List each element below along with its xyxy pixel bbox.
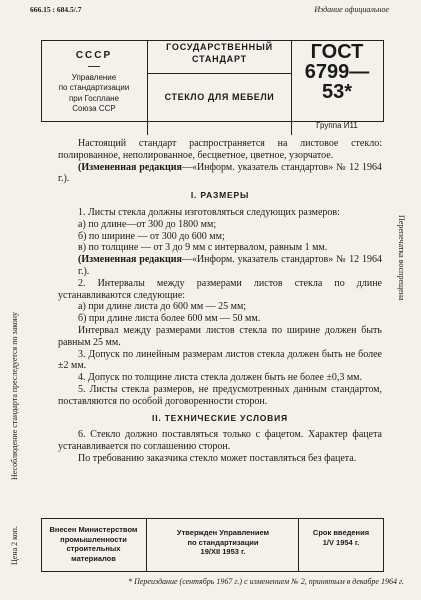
standard-heading-line2: СТАНДАРТ bbox=[192, 54, 247, 64]
admin-line: по стандартизации bbox=[58, 83, 130, 93]
submitted-line: промышленности bbox=[60, 534, 127, 544]
amendment-text: —«Информ. указатель стандартов» № 12 1964 г.). bbox=[78, 254, 383, 277]
reissue-footnote: * Переиздание (сентябрь 1967 г.) с изменением № 2, принятым в декабре 1964 г. bbox=[128, 577, 404, 586]
submitted-line: материалов bbox=[71, 553, 116, 563]
effective-line: Срок введения bbox=[312, 528, 370, 537]
submitted-line: строительных bbox=[66, 544, 121, 554]
document-body bbox=[58, 138, 382, 465]
clause-3: 3. Допуск по линейным размерам листов стекла должен быть не более ±2 мм. bbox=[58, 348, 382, 372]
legal-notice-vertical bbox=[5, 180, 19, 480]
approved-by bbox=[148, 528, 298, 557]
amendment-label: (Измененная редакция bbox=[78, 161, 182, 173]
clause-2-width-interval: Интервал между размерами листов стекла по ширине должен быть равным 25 мм. bbox=[58, 324, 382, 348]
legal-notice-text: Несоблюдение стандарта преследуется по закону bbox=[10, 312, 19, 480]
clause-5: 5. Листы стекла размеров, не предусмотренных данным стандартом, поставляются по особой договоренности сторон. bbox=[58, 383, 382, 407]
clause-2a: а) при длине листа до 600 мм — 25 мм; bbox=[78, 301, 247, 313]
clause-4: 4. Допуск по толщине листа стекла должен быть не более ±0,3 мм. bbox=[78, 372, 363, 384]
intro-paragraph: Настоящий стандарт распространяется на листовое стекло: полированное, неполированное, бесцветное, цветное, узорчатое. bbox=[58, 138, 382, 161]
clause-1c: в) по толщине — от 3 до 9 мм с интервалом, равным 1 мм. bbox=[78, 242, 328, 254]
approved-line: по стандартизации bbox=[187, 537, 259, 547]
clause-1: 1. Листы стекла должны изготовляться следующих размеров: bbox=[78, 206, 340, 218]
admin-line: при Госплане bbox=[68, 93, 120, 103]
ussr-label: СССР bbox=[75, 50, 113, 61]
ussr-dash bbox=[88, 66, 100, 67]
section-heading-sizes: I. РАЗМЕРЫ bbox=[190, 190, 250, 201]
clause-2: 2. Интервалы между размерами листов стекла по длине устанавливаются следующие: bbox=[58, 277, 382, 301]
reprint-notice-text: Перепечатка воспрещена bbox=[397, 215, 406, 301]
amendment-note bbox=[58, 254, 382, 278]
reprint-notice-vertical bbox=[392, 215, 406, 375]
submitted-line: Внесен Министерством bbox=[49, 525, 138, 534]
document-title: СТЕКЛО ДЛЯ МЕБЕЛИ bbox=[164, 92, 275, 102]
standard-heading-line1: ГОСУДАРСТВЕННЫЙ bbox=[166, 42, 273, 52]
admin-line: Союза ССР bbox=[72, 104, 116, 114]
gost-label: ГОСТ bbox=[310, 41, 364, 63]
submitted-by bbox=[41, 525, 146, 563]
price-text: Цена 2 коп. bbox=[10, 526, 19, 565]
section-heading-technical: II. ТЕХНИЧЕСКИЕ УСЛОВИЯ bbox=[152, 412, 288, 423]
price-vertical bbox=[5, 470, 19, 565]
effective-date bbox=[300, 528, 382, 547]
edition-label: Издание официальное bbox=[314, 5, 389, 14]
amendment-label: (Измененная редакция bbox=[78, 254, 182, 266]
udc-code: 666.15 : 684.5/.7 bbox=[30, 5, 82, 14]
clause-2b: б) при длине листа более 600 мм — 50 мм. bbox=[78, 313, 261, 325]
amendment-text: —«Информ. указатель стандартов» № 12 1964 г.). bbox=[58, 161, 383, 185]
clause-1a: а) по длине—от 300 до 1800 мм; bbox=[78, 218, 217, 230]
approved-line: Утвержден Управлением bbox=[176, 528, 270, 537]
clause-6-facet: По требованию заказчика стекло может поставляться без фацета. bbox=[78, 452, 357, 464]
clause-6: 6. Стекло должно поставляться только с фацетом. Характер фацета устанавливается по соглашению сторон. bbox=[58, 429, 382, 453]
approved-line: 19/XII 1953 г. bbox=[200, 547, 246, 557]
gost-number: 6799—53* bbox=[304, 61, 370, 103]
admin-line: Управление bbox=[71, 73, 117, 82]
amendment-note bbox=[58, 162, 382, 186]
effective-line: 1/V 1954 г. bbox=[322, 537, 360, 547]
clause-1b: б) по ширине — от 300 до 600 мм; bbox=[78, 230, 225, 242]
administration-label bbox=[41, 73, 147, 115]
header-divider-middle bbox=[147, 73, 291, 74]
group-label: Группа И11 bbox=[316, 121, 358, 130]
